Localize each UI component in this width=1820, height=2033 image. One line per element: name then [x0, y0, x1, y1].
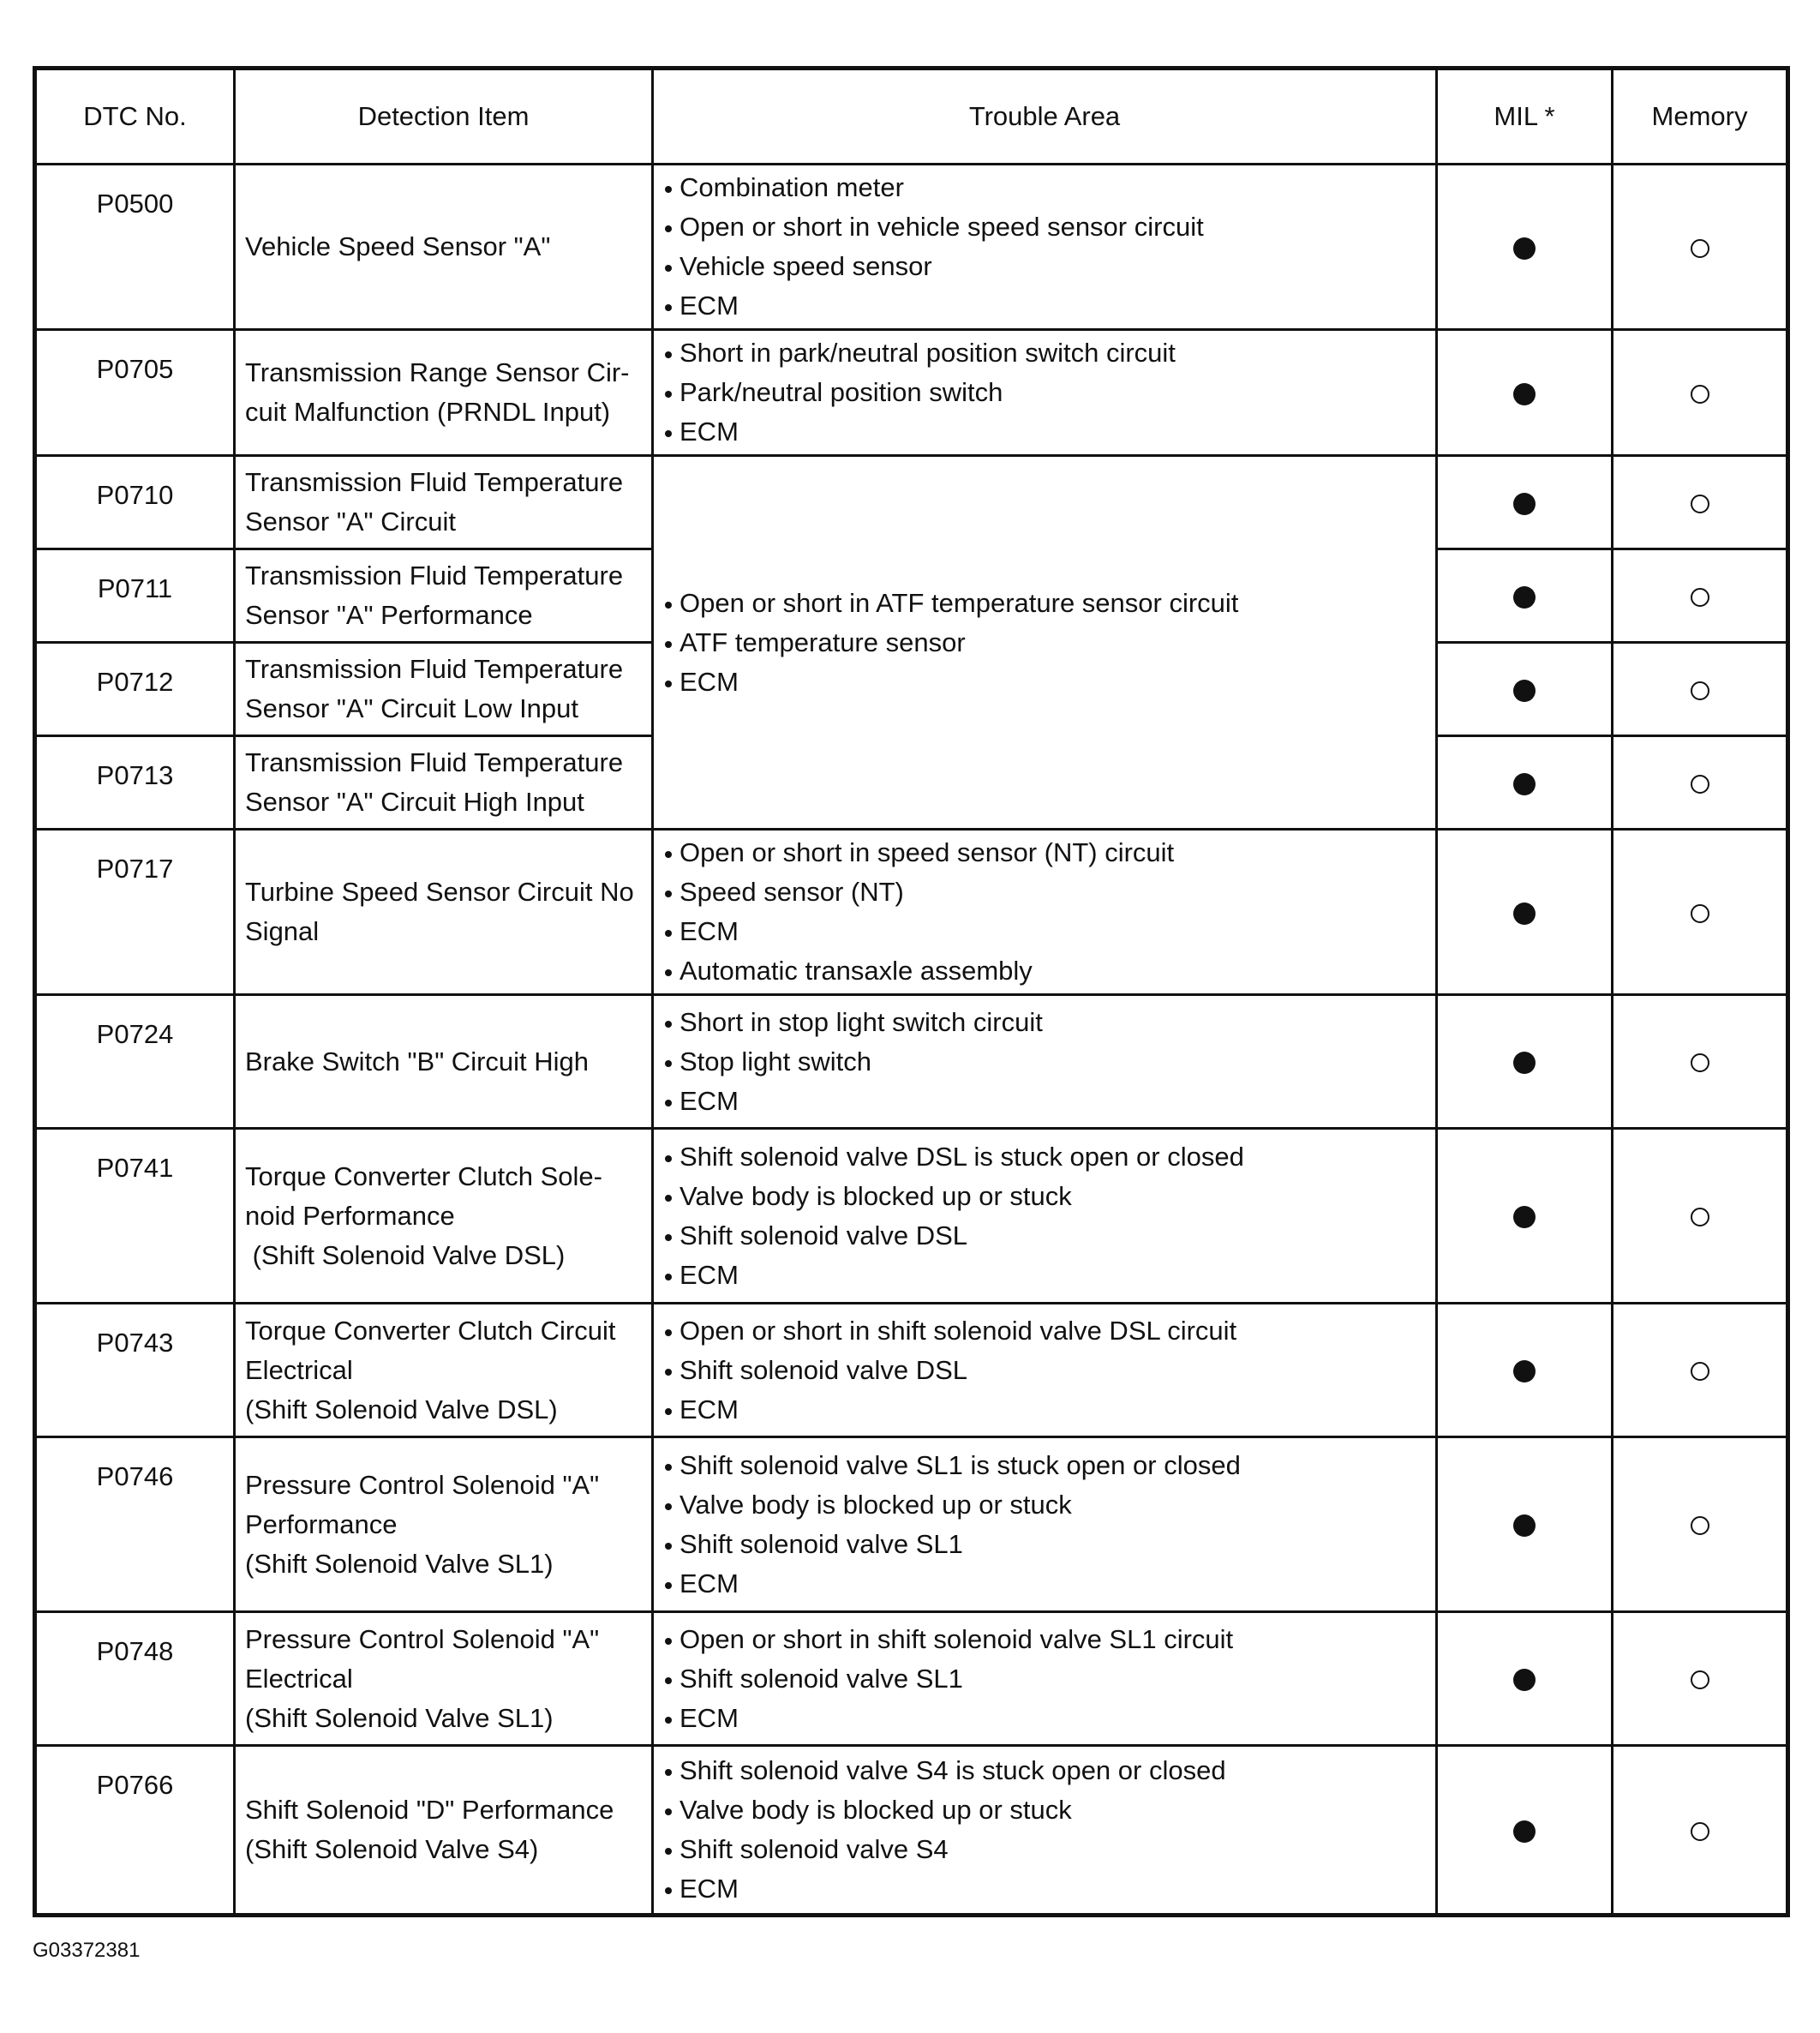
detection-item-line: Transmission Fluid Temperature: [245, 654, 624, 684]
trouble-area: [653, 1612, 1437, 1746]
trouble-area-item: Shift solenoid valve DSL is stuck open or closed: [662, 1137, 1430, 1177]
memory-cell: [1613, 1304, 1788, 1437]
trouble-area-item: Speed sensor (NT): [662, 873, 1430, 912]
open-circle-icon: [1691, 904, 1709, 923]
trouble-area-item: ECM: [662, 1699, 1430, 1738]
detection-item: [235, 1612, 653, 1746]
header-detection-item: Detection Item: [235, 69, 653, 165]
trouble-area-item: Open or short in shift solenoid valve DSL circuit: [662, 1311, 1430, 1351]
detection-item-line: Shift Solenoid "D" Performance: [245, 1795, 614, 1825]
open-circle-icon: [1691, 588, 1709, 607]
detection-item-line: cuit Malfunction (PRNDL Input): [245, 397, 611, 427]
trouble-area-item: Valve body is blocked up or stuck: [662, 1177, 1430, 1216]
trouble-area-item: Vehicle speed sensor: [662, 247, 1430, 286]
trouble-area-item: ECM: [662, 1869, 1430, 1909]
filled-circle-icon: [1513, 1052, 1536, 1074]
trouble-area-item: Shift solenoid valve S4 is stuck open or closed: [662, 1751, 1430, 1790]
header-memory: Memory: [1613, 69, 1788, 165]
mil-cell: [1437, 830, 1613, 995]
mil-cell: [1437, 456, 1613, 549]
open-circle-icon: [1691, 1516, 1709, 1535]
trouble-area: [653, 330, 1437, 456]
mil-cell: [1437, 1612, 1613, 1746]
header-trouble-area: Trouble Area: [653, 69, 1437, 165]
dtc-code: P0748: [35, 1612, 235, 1746]
trouble-area-item: Park/neutral position switch: [662, 373, 1430, 412]
dtc-code: P0713: [35, 736, 235, 830]
memory-cell: [1613, 643, 1788, 736]
trouble-area-item: Shift solenoid valve SL1: [662, 1659, 1430, 1699]
filled-circle-icon: [1513, 383, 1536, 405]
mil-cell: [1437, 643, 1613, 736]
memory-cell: [1613, 330, 1788, 456]
memory-cell: [1613, 165, 1788, 330]
table-body: [35, 165, 1788, 1916]
mil-cell: [1437, 165, 1613, 330]
dtc-code: P0711: [35, 549, 235, 643]
header-mil: MIL *: [1437, 69, 1613, 165]
filled-circle-icon: [1513, 903, 1536, 925]
table-row: [35, 1746, 1788, 1916]
filled-circle-icon: [1513, 1360, 1536, 1382]
open-circle-icon: [1691, 1053, 1709, 1072]
header-dtc-no: DTC No.: [35, 69, 235, 165]
open-circle-icon: [1691, 1670, 1709, 1689]
detection-item-line: Sensor "A" Performance: [245, 600, 533, 630]
detection-item-line: Electrical: [245, 1354, 353, 1385]
mil-cell: [1437, 995, 1613, 1129]
mil-cell: [1437, 549, 1613, 643]
detection-item-line: (Shift Solenoid Valve SL1): [245, 1548, 554, 1579]
detection-item: [235, 736, 653, 830]
trouble-area-item: ECM: [662, 286, 1430, 326]
detection-item-line: (Shift Solenoid Valve DSL): [245, 1394, 558, 1424]
detection-item: [235, 330, 653, 456]
detection-item-line: Torque Converter Clutch Sole-: [245, 1160, 602, 1191]
trouble-area-item: Open or short in shift solenoid valve SL1 circuit: [662, 1620, 1430, 1659]
detection-item-line: (Shift Solenoid Valve DSL): [245, 1239, 566, 1270]
filled-circle-icon: [1513, 680, 1536, 702]
trouble-area-item: ECM: [662, 1390, 1430, 1430]
trouble-area-item: Shift solenoid valve DSL: [662, 1351, 1430, 1390]
trouble-area-item: Automatic transaxle assembly: [662, 951, 1430, 991]
filled-circle-icon: [1513, 493, 1536, 515]
trouble-area-item: Shift solenoid valve S4: [662, 1830, 1430, 1869]
open-circle-icon: [1691, 1822, 1709, 1841]
trouble-area-item: ECM: [662, 912, 1430, 951]
trouble-area: [653, 1129, 1437, 1304]
dtc-code: P0766: [35, 1746, 235, 1916]
trouble-area: [653, 1746, 1437, 1916]
header-row: [35, 69, 1788, 165]
dtc-code: P0724: [35, 995, 235, 1129]
detection-item-line: Vehicle Speed Sensor "A": [245, 231, 551, 261]
table-row: [35, 1437, 1788, 1612]
detection-item: [235, 456, 653, 549]
detection-item: [235, 1437, 653, 1612]
detection-item-line: Sensor "A" Circuit: [245, 507, 456, 537]
open-circle-icon: [1691, 681, 1709, 700]
detection-item: [235, 1129, 653, 1304]
trouble-area-item: ECM: [662, 1564, 1430, 1604]
open-circle-icon: [1691, 495, 1709, 513]
dtc-code: P0741: [35, 1129, 235, 1304]
trouble-area: [653, 830, 1437, 995]
memory-cell: [1613, 1437, 1788, 1612]
detection-item-line: noid Performance: [245, 1200, 455, 1231]
mil-cell: [1437, 1304, 1613, 1437]
figure-id: G03372381: [33, 1939, 141, 1962]
detection-item-line: Turbine Speed Sensor Circuit No: [245, 877, 634, 907]
table-row: [35, 165, 1788, 330]
filled-circle-icon: [1513, 1206, 1536, 1228]
detection-item-line: Transmission Fluid Temperature: [245, 467, 624, 497]
memory-cell: [1613, 1612, 1788, 1746]
mil-cell: [1437, 1437, 1613, 1612]
memory-cell: [1613, 1746, 1788, 1916]
open-circle-icon: [1691, 1208, 1709, 1226]
trouble-area-item: ECM: [662, 1256, 1430, 1295]
detection-item-line: Torque Converter Clutch Circuit: [245, 1315, 616, 1346]
detection-item-line: (Shift Solenoid Valve S4): [245, 1834, 539, 1864]
memory-cell: [1613, 995, 1788, 1129]
memory-cell: [1613, 830, 1788, 995]
open-circle-icon: [1691, 1362, 1709, 1381]
trouble-area-item: Short in park/neutral position switch circuit: [662, 333, 1430, 373]
trouble-area-item: Valve body is blocked up or stuck: [662, 1485, 1430, 1525]
trouble-area-item: Valve body is blocked up or stuck: [662, 1790, 1430, 1830]
detection-item-line: Transmission Range Sensor Cir-: [245, 357, 630, 387]
detection-item-line: Transmission Fluid Temperature: [245, 747, 624, 777]
trouble-area-item: ATF temperature sensor: [662, 623, 1430, 663]
trouble-area-item: Open or short in vehicle speed sensor circuit: [662, 207, 1430, 247]
dtc-code: P0743: [35, 1304, 235, 1437]
trouble-area-item: Combination meter: [662, 168, 1430, 207]
detection-item: [235, 995, 653, 1129]
open-circle-icon: [1691, 385, 1709, 404]
table-row: [35, 1304, 1788, 1437]
detection-item-line: Signal: [245, 916, 320, 946]
filled-circle-icon: [1513, 1514, 1536, 1537]
table-row: [35, 330, 1788, 456]
memory-cell: [1613, 1129, 1788, 1304]
mil-cell: [1437, 330, 1613, 456]
trouble-area-item: Short in stop light switch circuit: [662, 1003, 1430, 1042]
dtc-code: P0705: [35, 330, 235, 456]
trouble-area-item: Open or short in speed sensor (NT) circuit: [662, 833, 1430, 873]
filled-circle-icon: [1513, 237, 1536, 260]
trouble-area: [653, 1437, 1437, 1612]
mil-cell: [1437, 736, 1613, 830]
detection-item: [235, 643, 653, 736]
trouble-area: [653, 995, 1437, 1129]
dtc-code: P0712: [35, 643, 235, 736]
trouble-area-item: Shift solenoid valve DSL: [662, 1216, 1430, 1256]
trouble-area: [653, 1304, 1437, 1437]
filled-circle-icon: [1513, 586, 1536, 609]
dtc-code: P0717: [35, 830, 235, 995]
dtc-code: P0746: [35, 1437, 235, 1612]
detection-item-line: (Shift Solenoid Valve SL1): [245, 1702, 554, 1733]
detection-item: [235, 830, 653, 995]
table-row: [35, 830, 1788, 995]
trouble-area-item: Open or short in ATF temperature sensor circuit: [662, 584, 1430, 623]
mil-cell: [1437, 1746, 1613, 1916]
detection-item-line: Brake Switch "B" Circuit High: [245, 1046, 590, 1076]
trouble-area: [653, 165, 1437, 330]
open-circle-icon: [1691, 775, 1709, 794]
table-row: [35, 1129, 1788, 1304]
table-row: [35, 456, 1788, 549]
memory-cell: [1613, 456, 1788, 549]
detection-item-line: Electrical: [245, 1663, 353, 1694]
table-row: [35, 1612, 1788, 1746]
detection-item: [235, 1304, 653, 1437]
dtc-code: P0710: [35, 456, 235, 549]
filled-circle-icon: [1513, 773, 1536, 795]
trouble-area-item: ECM: [662, 1082, 1430, 1121]
trouble-area-item: Stop light switch: [662, 1042, 1430, 1082]
detection-item-line: Sensor "A" Circuit Low Input: [245, 693, 579, 723]
table-row: [35, 995, 1788, 1129]
detection-item: [235, 549, 653, 643]
trouble-area: [653, 456, 1437, 830]
open-circle-icon: [1691, 239, 1709, 258]
detection-item-line: Sensor "A" Circuit High Input: [245, 787, 584, 817]
trouble-area-item: ECM: [662, 412, 1430, 452]
detection-item: [235, 165, 653, 330]
detection-item: [235, 1746, 653, 1916]
filled-circle-icon: [1513, 1669, 1536, 1691]
filled-circle-icon: [1513, 1820, 1536, 1843]
trouble-area-item: Shift solenoid valve SL1 is stuck open or closed: [662, 1446, 1430, 1485]
trouble-area-item: ECM: [662, 663, 1430, 702]
detection-item-line: Pressure Control Solenoid "A": [245, 1469, 600, 1500]
dtc-table: [33, 66, 1790, 1917]
trouble-area-item: Shift solenoid valve SL1: [662, 1525, 1430, 1564]
memory-cell: [1613, 736, 1788, 830]
detection-item-line: Transmission Fluid Temperature: [245, 561, 624, 591]
dtc-code: P0500: [35, 165, 235, 330]
mil-cell: [1437, 1129, 1613, 1304]
detection-item-line: Performance: [245, 1508, 398, 1539]
detection-item-line: Pressure Control Solenoid "A": [245, 1623, 600, 1654]
memory-cell: [1613, 549, 1788, 643]
